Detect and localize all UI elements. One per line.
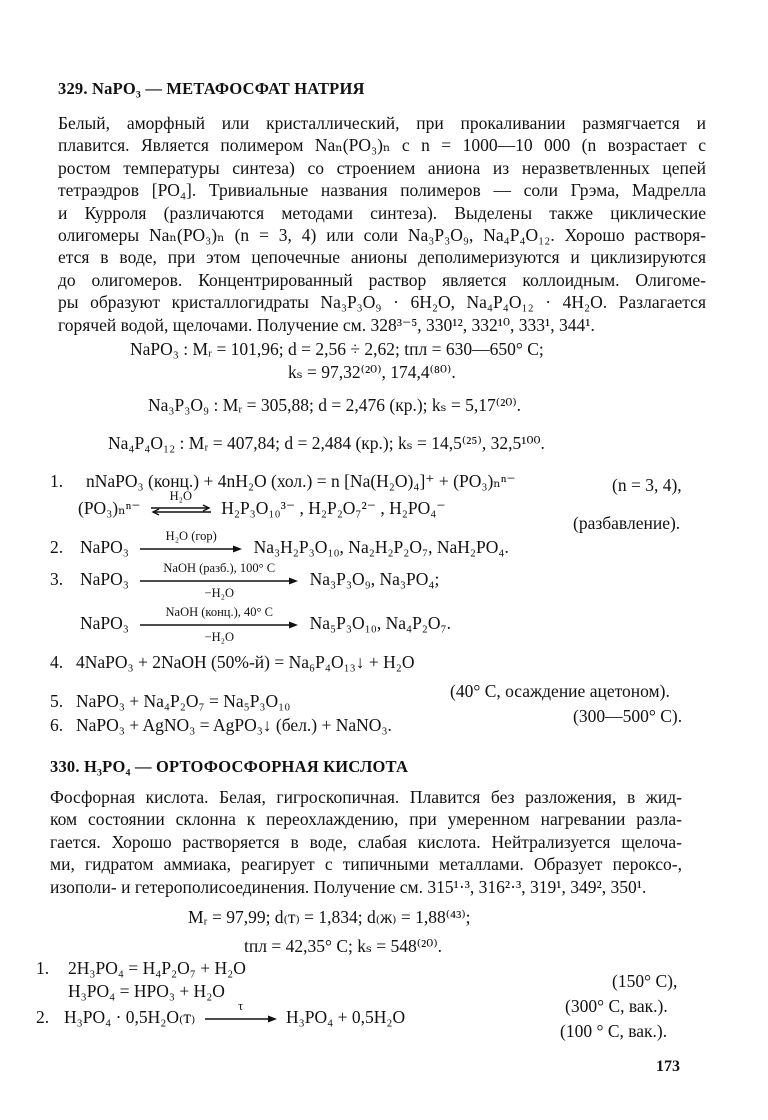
text-line: плавится. Является полимером Naₙ(PO₃)ₙ с n = 1000—10 000 (n возрастает с	[58, 135, 706, 156]
arrow-right-icon	[139, 544, 243, 554]
text-line: изополи- и гетерополисоединения. Получение см. 315¹·³, 316²·³, 319¹, 349², 350¹.	[50, 876, 647, 897]
text-line: Фосфорная кислота. Белая, гигроскопичная. Плавится без разложения, в жид-	[50, 787, 682, 807]
reaction-condition: (300° C, вак.).	[565, 996, 668, 1016]
arrow-right-icon	[139, 576, 299, 586]
reactant: NaPO₃	[80, 613, 129, 633]
reaction-equation	[78, 488, 446, 519]
arrow-label: −H₂O	[204, 629, 234, 644]
property-line: kₛ = 97,32⁽²⁰⁾, 174,4⁽⁸⁰⁾.	[288, 362, 456, 382]
reaction-number: 1.	[36, 958, 50, 978]
reaction-equation: 2H₃PO₄ = H₄P₂O₇ + H₂O	[68, 958, 246, 978]
reaction-arrow	[139, 528, 243, 554]
reaction-arrow	[139, 560, 299, 600]
reaction-number: 3.	[50, 569, 64, 589]
reaction-arrow	[139, 604, 299, 644]
reaction-number: 2.	[50, 537, 64, 557]
reactant: (PO₃)ₙⁿ⁻	[78, 498, 141, 518]
arrow-label: τ	[238, 998, 244, 1013]
reaction-condition: (n = 3, 4),	[612, 475, 682, 495]
reaction-equation	[80, 604, 452, 644]
reactant: H₃PO₄ · 0,5H₂O₍т₎	[64, 1007, 196, 1027]
reaction-equation: H₃PO₄ = HPO₃ + H₂O	[68, 981, 225, 1001]
property-line: Mᵣ = 97,99; d₍т₎ = 1,834; d₍ж₎ = 1,88⁽⁴³⁾;	[188, 907, 471, 927]
text-line: ры образуют кристаллогидраты Na₃P₃O₉ · 6H₂O, Na₄P₄O₁₂ · 4H₂O. Разлагается	[58, 292, 706, 313]
reaction-equation	[80, 528, 509, 558]
text-line: олигомеры Naₙ(PO₃)ₙ (n = 3, 4) или соли Na₃P₃O₉, Na₄P₄O₁₂. Хорошо растворя-	[58, 225, 706, 246]
product: Na₅P₃O₁₀, Na₄P₂O₇.	[309, 613, 452, 633]
reaction-equation	[64, 998, 406, 1028]
reaction-number: 1.	[50, 471, 64, 491]
reaction-number: 4.	[50, 652, 64, 672]
product: Na₃H₂P₃O₁₀, Na₂H₂P₂O₇, NaH₂PO₄.	[253, 537, 509, 557]
text-line: горячей водой, щелочами. Получение см. 328³⁻⁵, 330¹², 332¹⁰, 333¹, 344¹.	[58, 314, 595, 335]
property-line: Na₃P₃O₉ : Mᵣ = 305,88; d = 2,476 (кр.); kₛ = 5,17⁽²⁰⁾.	[148, 395, 522, 415]
text-line: Белый, аморфный или кристаллический, при прокаливании размягчается и	[58, 113, 706, 133]
property-line: Na₄P₄O₁₂ : Mᵣ = 407,84; d = 2,484 (кр.); kₛ = 14,5⁽²⁵⁾, 32,5¹⁰⁰.	[108, 433, 545, 453]
text-line: ком состоянии склонна к переохлаждению, при умеренном нагревании разла-	[50, 809, 682, 830]
section-heading-330: 330. H₃PO₄ — ОРТОФОСФОРНАЯ КИСЛОТА	[50, 757, 409, 776]
reactant: NaPO₃	[80, 569, 129, 589]
arrow-right-icon	[139, 620, 299, 630]
arrow-label: NaOH (разб.), 100° C	[163, 560, 276, 575]
reactant: NaPO₃	[80, 537, 129, 557]
property-line: NaPO₃ : Mᵣ = 101,96; d = 2,56 ÷ 2,62; tпл = 630—650° C;	[130, 339, 544, 359]
double-arrow-icon	[149, 504, 213, 516]
reaction-number: 5.	[50, 691, 64, 711]
reaction-equation	[80, 560, 440, 600]
text-line: гается. Хорошо растворяется в воде, слабая кислота. Нейтрализуется щелоча-	[50, 831, 682, 852]
reaction-condition: (300—500° C).	[573, 706, 683, 726]
section-paragraph-329	[58, 112, 706, 336]
text-line: ется в воде, при этом цепочечные анионы деполимеризуются и циклизируются	[58, 247, 706, 268]
reaction-equation: NaPO₃ + AgNO₃ = AgPO₃↓ (бел.) + NaNO₃.	[76, 715, 392, 735]
text-line: ми, гидратом аммиака, реагирует с типичными металлами. Образует пероксо-,	[50, 854, 682, 875]
reaction-equation: nNaPO₃ (конц.) + 4nH₂O (хол.) = n [Na(H₂O)₄]⁺ + (PO₃)ₙⁿ⁻	[86, 471, 516, 491]
arrow-label: −H₂O	[204, 585, 234, 600]
text-line: ростом температуры синтеза) со строением аниона из неразветвленных цепей	[58, 157, 706, 178]
page-number: 173	[656, 1058, 680, 1075]
reaction-arrow	[204, 998, 278, 1024]
product: H₂P₃O₁₀³⁻ , H₂P₂O₇²⁻ , H₂PO₄⁻	[221, 498, 446, 518]
reaction-equation: NaPO₃ + Na₄P₂O₇ = Na₅P₃O₁₀	[76, 691, 291, 711]
section-heading-329: 329. NaPO₃ — МЕТАФОСФАТ НАТРИЯ	[58, 79, 365, 98]
reaction-condition: (100 ° C, вак.).	[560, 1021, 668, 1041]
text-line: тетраэдров [PO₄]. Тривиальные названия полимеров — соли Грэма, Мадрелла	[58, 180, 706, 201]
text-line: и Курроля (различаются методами синтеза). Выделены также циклические	[58, 202, 706, 223]
reaction-condition: (40° C, осаждение ацетоном).	[450, 681, 670, 701]
arrow-label: NaOH (конц.), 40° C	[165, 604, 273, 619]
product: Na₃P₃O₉, Na₃PO₄;	[309, 569, 440, 589]
text-line: до олигомеров. Концентрированный раствор является коллоидным. Олигоме-	[58, 269, 706, 290]
reaction-equation: 4NaPO₃ + 2NaOH (50%-й) = Na₆P₄O₁₃↓ + H₂O	[76, 652, 415, 672]
arrow-label: H₂O (гор)	[165, 528, 217, 543]
product: H₃PO₄ + 0,5H₂O	[286, 1007, 406, 1027]
property-line: tпл = 42,35° C; kₛ = 548⁽²⁰⁾.	[244, 936, 442, 956]
reaction-number: 2.	[36, 1007, 50, 1027]
arrow-label: H₂O	[169, 488, 193, 503]
reaction-condition: (разбавление).	[573, 513, 681, 533]
reaction-condition: (150° C),	[612, 971, 678, 991]
arrow-right-icon	[204, 1014, 278, 1024]
equilibrium-arrow	[149, 488, 213, 516]
section-paragraph-330	[50, 786, 682, 898]
reaction-number: 6.	[50, 715, 64, 735]
